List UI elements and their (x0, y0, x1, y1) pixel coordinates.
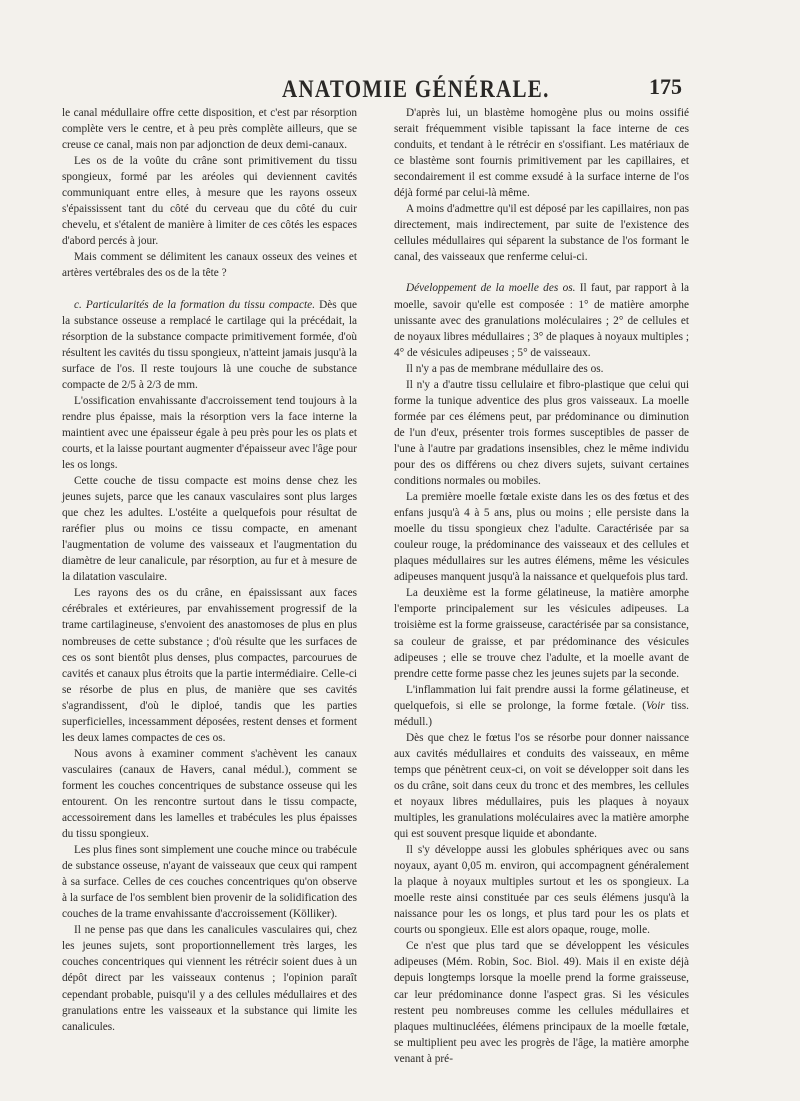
paragraph: Il n'y a pas de membrane médullaire des os. (406, 362, 604, 375)
paragraph: Il ne pense pas que dans les canalicules vasculaires qui, chez les jeunes sujets, sont proportionnellement très larges, les couches concentriques qui viennent les rétrécir soient dues à un dépôt direct par les vaisseaux contenus ; l'opinion paraît cependant probable, puisqu'il y a des cellules médullaires et des granulations entre les vaisseaux et la substance qui limite les canalicules. (62, 924, 357, 1033)
paragraph (394, 682, 689, 730)
paragraph: La première moelle fœtale existe dans les os des fœtus et des enfans jusqu'à 4 à 5 ans, plus ou moins ; elle persiste dans la moelle du tissu spongieux chez l'adulte. Caractérisée par sa couleur rouge, la prédominance des vaisseaux et des cellules et plaques médullaires sur les autres élémens, même les vésicules adipeuses manquent jusqu'à la naissance et quelquefois plus tard. (394, 491, 689, 584)
paragraph: Dès que chez le fœtus l'os se résorbe pour donner naissance aux cavités médullaires et conduits des vaisseaux, en même temps que pénètrent ceux-ci, on voit se développer soit dans les os du crâne, soit dans ceux du tronc et des membres, les cellules et noyaux libres médullaires, puis les plaques à noyaux multiples, les granulations moléculaires avec la matière amorphe qui est souvent presque liquide et abondante. (394, 731, 689, 841)
right-column (394, 105, 689, 1067)
section-paragraph (394, 280, 689, 360)
section-text: Dès que la substance osseuse a remplacé le cartilage qui la précédait, la résorption de la substance compacte primitivement formée, d'où résultent les cavités du tissu spongieux, n'atteint jamais jusqu'à la surface de l'os. Il reste toujours là une couche de substance compacte de 2/5 à 2/3 de mm. (62, 298, 357, 391)
paragraph: D'après lui, un blastème homogène plus ou moins ossifié serait fréquemment visible tapissant la face interne de ces conduits, et tendant à le rétrécir en s'ossifiant. Les matériaux de ce blastème sont fournis primitivement par les capillaires, et secondairement il est comme exsudé à la surface interne de l'os déjà formé par celui-là même. (394, 107, 689, 200)
paragraph: L'ossification envahissante d'accroissement tend toujours à la rendre plus épaisse, mais la résorption vers la face interne la maintient avec une épaisseur égale à peu près pour les os plats et courts, et la laisse pourtant augmenter d'épaisseur avec l'âge pour les os longs. (62, 394, 357, 471)
paragraph: Mais comment se délimitent les canaux osseux des veines et artères vertébrales des os de la tête ? (62, 251, 357, 280)
running-title: ANATOMIE GÉNÉRALE. (282, 74, 550, 103)
section-heading: Développement de la moelle des os. (406, 282, 576, 295)
paragraph: Ce n'est que plus tard que se développent les vésicules adipeuses (Mém. Robin, Soc. Biol. 49). Mais il en existe déjà depuis longtemps lorsque la moelle prend la forme graisseuse, car leur prédominance donne l'aspect gras. Si les vésicules restent peu nombreuses comme les cellules médullaires et plaques multinucléées, élémens principaux de la moelle fœtale, se multiplient peu avec les progrès de l'âge, la matière amorphe venant à pré- (394, 940, 689, 1065)
paragraph: A moins d'admettre qu'il est déposé par les capillaires, non pas directement, mais indirectement, par suite de l'existence des cellules médullaires qui séparent la substance de l'os formant le canal, des vaisseaux que renferme celui-ci. (394, 203, 689, 264)
page-number: 175 (649, 74, 682, 99)
paragraph: Les rayons des os du crâne, en épaississant aux faces cérébrales et extérieures, par envahissement progressif de la trame cartilagineuse, s'envoient des anastomoses de plus en plus nombreuses de cette substance ; d'où résulte que les surfaces de ces os sont bientôt plus denses, plus compactes, parcourues de cavités et canaux plus étroits que la partie intermédiaire. Celle-ci se résorbe de plus en plus, de manière que ses cavités s'agrandissent, d'où le diploé, tandis que les parties superficielles, incessamment déposées, restent denses et forment les deux lames compactes de ces os. (62, 587, 357, 744)
section-paragraph (62, 297, 357, 393)
paragraph-text: L'inflammation lui fait prendre aussi la forme gélatineuse, et quelquefois, si elle se prolonge, la forme fœtale. ( (394, 683, 689, 712)
paragraph-text: tiss. médull.) (394, 699, 690, 728)
section-heading: c. Particularités de la formation du tissu compacte. (74, 298, 316, 311)
paragraph: Les os de la voûte du crâne sont primitivement du tissu spongieux, formé par les aréoles qui deviennent cavités communiquant entre elles, à mesure que les rayons osseux s'épaississent tant du côté du cerveau que du côté du cuir chevelu, et s'étalent de manière à limiter de ces côtés les espaces d'abord percés à jour. (62, 155, 357, 248)
paragraph: Les plus fines sont simplement une couche mince ou trabécule de substance osseuse, n'ayant de vaisseaux que ceux qui rampent à sa surface. Celles de ces couches concentriques qu'on observe à la surface de l'os semblent bien provenir de la solidification des couches de la trame envahissante d'accroissement (Kölliker). (62, 844, 357, 921)
paragraph: Cette couche de tissu compacte est moins dense chez les jeunes sujets, parce que les canaux vasculaires sont plus larges que chez les adultes. L'ostéite a quelquefois pour résultat de raréfier plus ou moins ce tissu compacte, en amenant l'augmentation de volume des vaisseaux et l'augmentation du diamètre de leur canalicule, par résorption, au fur et à mesure de la dilatation vasculaire. (62, 475, 357, 584)
paragraph: Il s'y développe aussi les globules sphériques avec ou sans noyaux, ayant 0,05 m. environ, qui accompagnent généralement la plaque à noyaux multiples surtout et les os spongieux. La moelle reste ainsi constituée par ces seuls élémens jusqu'à la naissance pour les os longs, et plus tard pour les os plats et courts ou spongieux. Elle est alors opaque, rouge, molle. (394, 844, 689, 937)
left-column (62, 105, 357, 1035)
paragraph: Nous avons à examiner comment s'achèvent les canaux vasculaires (canaux de Havers, canal médul.), comment se forment les couches concentriques de substance osseuse qui les entourent. On les rencontre surtout dans le tissu compacte, accessoirement dans les lamelles et trabécules les plus épaisses du tissu spongieux. (62, 747, 357, 841)
paragraph: le canal médullaire offre cette disposition, et c'est par résorption complète vers le centre, et à peu près complète ailleurs, que se creuse ce canal, mais non par adjonction de deux demi-canaux. (62, 107, 357, 152)
voir-reference: Voir (645, 699, 665, 712)
page-header (60, 74, 682, 102)
section-text: Il faut, par rapport à la moelle, savoir qu'elle est composée : 1° de matière amorphe unissante avec des granulations moléculaires ; 2° de cellules et de noyaux libres médullaires ; 3° de plaques à noyaux multiples ; 4° de vésicules adipeuses ; 5° de vaisseaux. (394, 282, 689, 359)
paragraph: La deuxième est la forme gélatineuse, la matière amorphe l'emporte principalement sur les vésicules adipeuses. La troisième est la forme graisseuse, caractérisée par sa consistance, sa couleur de graisse, et par prédominance des vésicules adipeuses ; elle se trouve chez l'adulte, et la moelle avant de prendre cette forme passe chez les jeunes sujets par la seconde. (394, 587, 689, 680)
paragraph: Il n'y a d'autre tissu cellulaire et fibro-plastique que celui qui forme la tunique adventice des plus gros vaisseaux. La moelle formée par ces élémens peut, par prédominance ou diminution de l'un d'eux, présenter trois formes susceptibles de passer de l'une à l'autre par gradations insensibles, chez le même individu pour des os différens ou chez divers sujets, suivant certaines conditions normales ou mobiles. (394, 378, 689, 488)
